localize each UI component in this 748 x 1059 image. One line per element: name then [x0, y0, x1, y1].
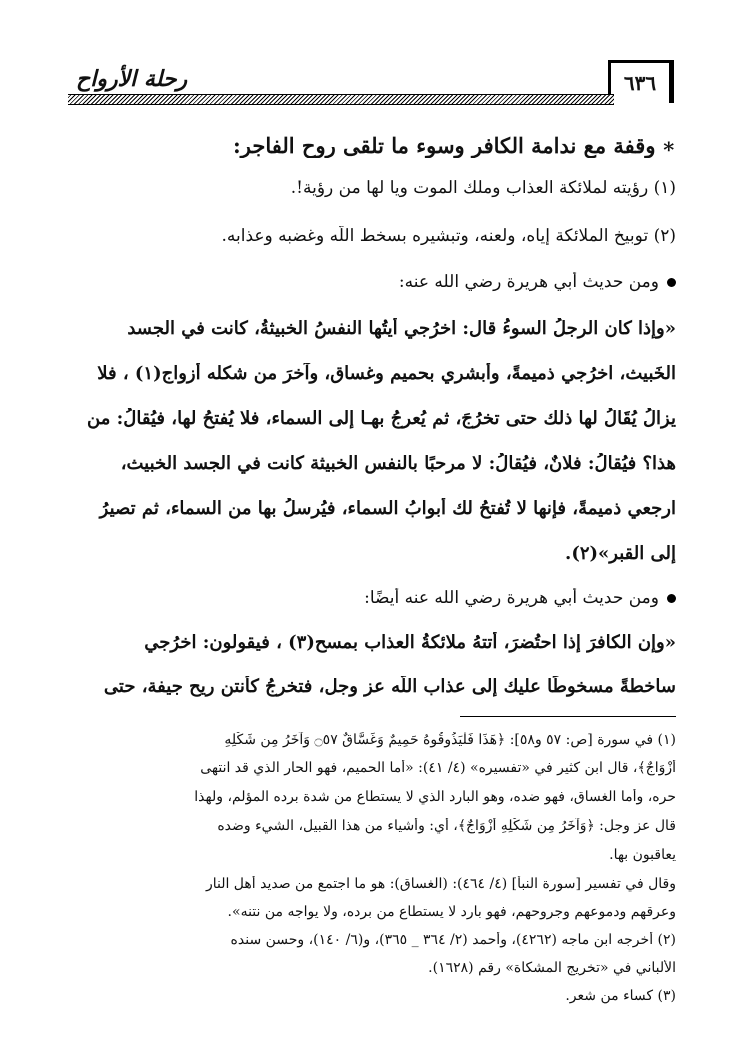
footnote-line: الألباني في «تخريج المشكاة» رقم (١٦٢٨).	[428, 960, 676, 976]
hadith-1-line: «وإذا كان الرجلُ السوءُ قال: اخرُجي أيتُها النفسُ الخبيثةُ، كانت في الجسد	[127, 318, 676, 339]
footnote-line: وقال في تفسير [سورة النبأ] (٤/ ٤٦٤): (الغساق): هو ما اجتمع من صديد أهل النار	[205, 876, 676, 892]
hadith-1-line: إلى القبر»(٢).	[565, 543, 676, 564]
footnote-line: (٣) كساء من شعر.	[565, 988, 676, 1004]
book-title: رحلة الأرواح	[76, 66, 188, 92]
hadith-1-line: يزالُ يُقَالُ لها ذلك حتى تخرُجَ، ثم يُعرجُ بهـا إلى السماء، فلا يُفتحُ لها، فيُقالُ: من	[87, 408, 676, 429]
footnote-line: (١) في سورة [ص: ٥٧ و٥٨]: ﴿هَذَا فَلْيَذُوقُوهُ حَمِيمٌ وَغَسَّاقٌ ۝٥٧ وَآخَرُ مِن شَكْلِهِ	[224, 732, 676, 748]
footnotes	[68, 0, 676, 1059]
footnote-line: (٢) أخرجه ابن ماجه (٤٢٦٢)، وأحمد (٢/ ٣٦٤ _ ٣٦٥)، و(٦/ ١٤٠)، وحسن سنده	[230, 932, 676, 948]
intro-hadith-2: ومن حديث أبي هريرة رضي الله عنه أيضًا:	[68, 588, 676, 608]
footnote-line: حره، وأما الغساق، فهو ضده، وهو البارد الذي لا يستطاع من شدة برده المؤلم، ولهذا	[194, 789, 676, 805]
intro-hadith-1: ومن حديث أبي هريرة رضي الله عنه:	[68, 272, 676, 292]
hadith-2-line: «وإن الكافرَ إذا احتُضرَ، أتتهُ ملائكةُ العذاب بمسح(٣) ، فيقولون: اخرُجي	[144, 632, 676, 653]
hadith-1-line: هذا؟ فيُقالُ: فلانٌ، فيُقالُ: لا مرحبًا بالنفس الخبيثة كانت في الجسد الخبيث،	[120, 453, 676, 474]
point-1: (١) رؤيته لملائكة العذاب وملك الموت ويا لها من رؤية!.	[290, 178, 676, 198]
hadith-1-line: الخَبيث، اخرُجي ذميمةً، وأبشري بحميم وغساق، وآخرَ من شكله أزواج(١) ، فلا	[97, 363, 676, 384]
hadith-1-line: ارجعي ذميمةً، فإنها لا تُفتحُ لك أبوابُ السماء، فيُرسلُ بها من السماء، ثم تصيرُ	[99, 498, 676, 519]
star-icon: ∗	[661, 133, 676, 158]
page-number: ٦٣٦	[608, 60, 674, 103]
footnote-line: أَزْوَاجٌ﴾، قال ابن كثير في «تفسيره» (٤/ ٤١): «أما الحميم، فهو الحار الذي قد انتهى	[200, 760, 676, 776]
footnote-line: قال عز وجل: ﴿وَآخَرُ مِن شَكْلِهِ أَزْوَاجٌ﴾، أي: وأشياء من هذا القبيل، الشيء وضده	[217, 818, 676, 834]
section-heading: ∗وقفة مع ندامة الكافر وسوء ما تلقى روح الفاجر:	[233, 133, 676, 158]
footnote-line: يعاقبون بها.	[609, 847, 676, 863]
hadith-2-line: ساخطةً مسخوطًا عليك إلى عذاب اللَّه عز وجل، فتخرجُ كأنتن ريح جيفة، حتى	[103, 676, 676, 697]
footnote-line: وعرقهم ودموعهم وجروحهم، فهو بارد لا يستطاع من برده، ولا يواجه من نتنه».	[227, 904, 676, 920]
point-2: (٢) توبيخ الملائكة إياه، ولعنه، وتبشيره بسخط اللَّه وغضبه وعذابه.	[221, 226, 676, 246]
